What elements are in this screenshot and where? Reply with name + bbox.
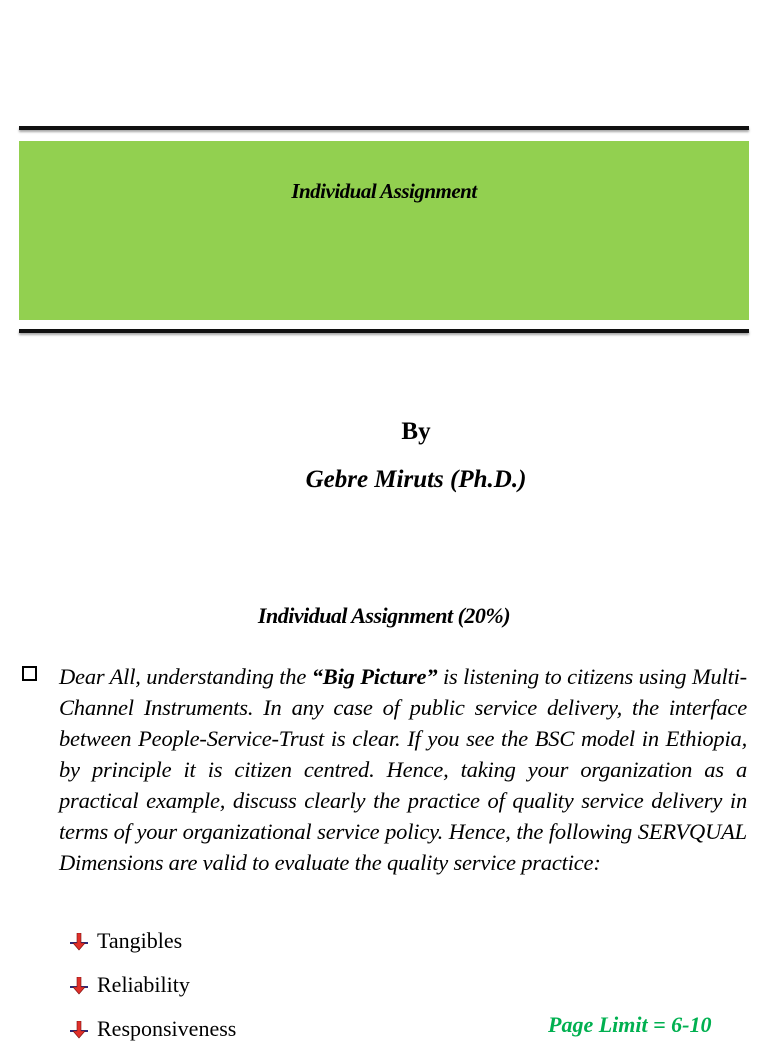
paragraph-emphasis: “Big Picture” <box>311 664 438 689</box>
top-rule <box>19 126 749 130</box>
banner-title: Individual Assignment <box>291 179 477 203</box>
author-name: Gebre Miruts (Ph.D.) <box>305 466 527 493</box>
assignment-heading: Individual Assignment (20%) <box>257 603 511 628</box>
checkbox-bullet-icon <box>22 666 37 681</box>
bottom-rule <box>19 329 749 333</box>
page-limit-note: Page Limit = 6-10 <box>548 1012 712 1037</box>
dimension-label: Responsiveness <box>97 1016 237 1041</box>
arrow-down-bullet-icon <box>70 977 88 995</box>
title-banner <box>19 141 749 320</box>
assignment-paragraph <box>59 661 747 878</box>
byline-by: By <box>401 418 431 445</box>
arrow-down-bullet-icon <box>70 933 88 951</box>
paragraph-body: is listening to citizens using Multi-Channel Instruments. In any case of public service delivery, the interface between People-Service-Trust is clear. If you see the BSC model in Ethiopia, by principle it is citizen centred. Hence, taking your organization as a practical example, discuss clearly the practice of quality service delivery in terms of your organizational service policy. Hence, the following SERVQUAL Dimensions are valid to evaluate the quality service practice: <box>59 664 747 875</box>
dimension-label: Reliability <box>97 972 190 997</box>
paragraph-intro: Dear All, understanding the <box>59 664 312 689</box>
dimension-label: Tangibles <box>97 928 183 953</box>
